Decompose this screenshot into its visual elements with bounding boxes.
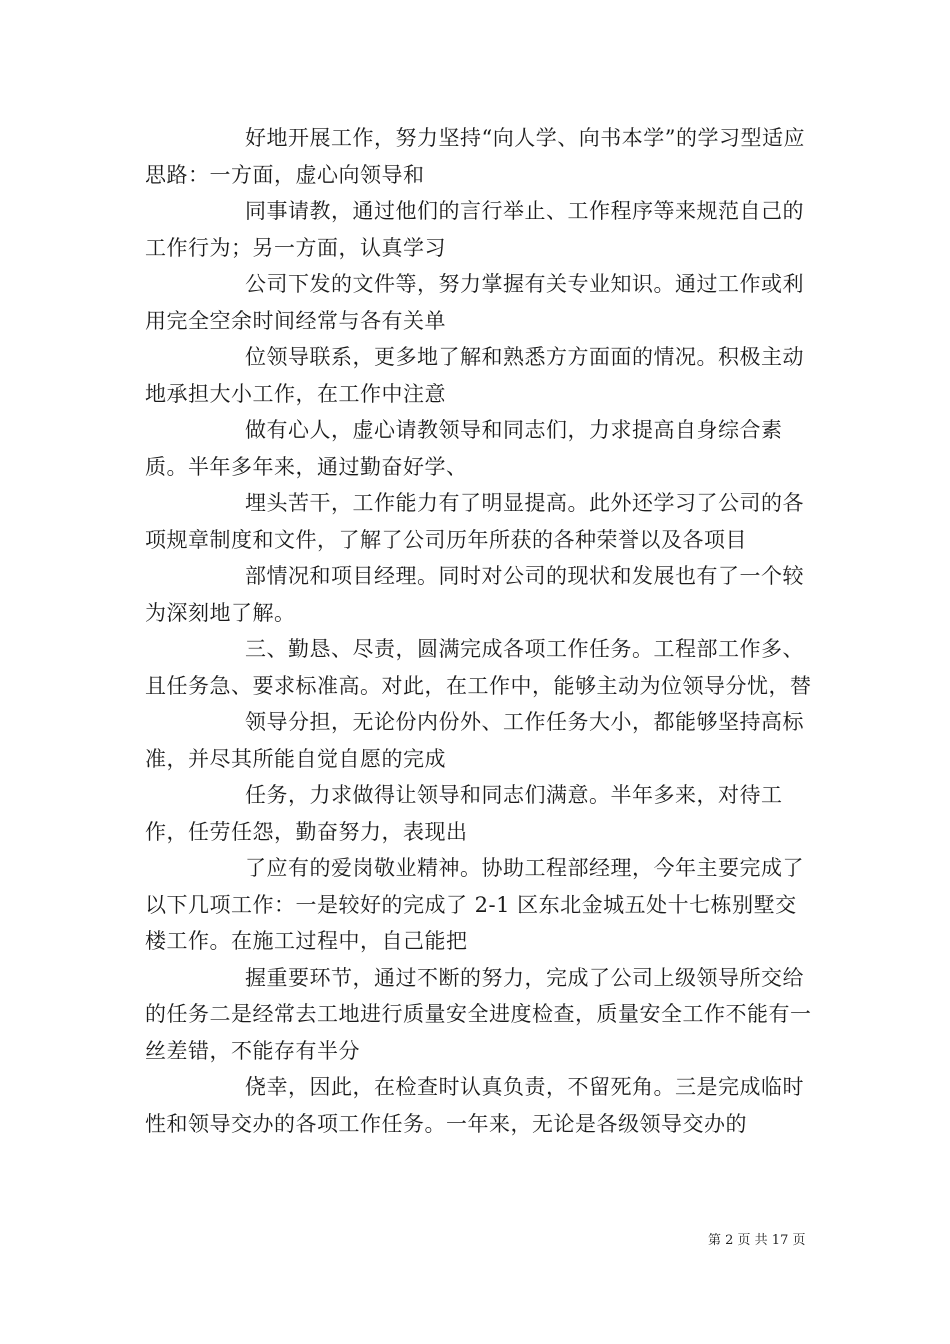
paragraph: 位领导联系，更多地了解和熟悉方方面面的情况。积极主动地承担大小工作，在工作中注意	[145, 345, 804, 406]
paragraph: 握重要环节，通过不断的努力，完成了公司上级领导所交给的任务二是经常去工地进行质量安全进度检查，质量安全工作不能有一丝差错，不能存有半分	[145, 965, 812, 1063]
paragraph: 了应有的爱岗敬业精神。协助工程部经理，今年主要完成了以下几项工作：一是较好的完成了 2-1 区东北金城五处十七栋别墅交楼工作。在施工过程中，自己能把	[145, 856, 804, 953]
paragraph: 三、勤恳、尽责，圆满完成各项工作任务。工程部工作多、且任务急、要求标准高。对此，在工作中，能够主动为位领导分忧，替	[145, 637, 812, 698]
paragraph: 侥幸，因此，在检查时认真负责，不留死角。三是完成临时性和领导交办的各项工作任务。一年来，无论是各级领导交办的	[145, 1075, 804, 1136]
paragraph: 部情况和项目经理。同时对公司的现状和发展也有了一个较为深刻地了解。	[145, 564, 804, 625]
paragraph: 同事请教，通过他们的言行举止、工作程序等来规范自己的工作行为；另一方面，认真学习	[145, 199, 804, 260]
document-body	[145, 120, 815, 1142]
paragraph: 公司下发的文件等，努力掌握有关专业知识。通过工作或利用完全空余时间经常与各有关单	[145, 272, 804, 333]
paragraph: 领导分担，无论份内份外、工作任务大小，都能够坚持高标准，并尽其所能自觉自愿的完成	[145, 710, 804, 771]
paragraph: 好地开展工作，努力坚持“向人学、向书本学”的学习型适应思路：一方面，虚心向领导和	[145, 126, 805, 187]
paragraph: 任务，力求做得让领导和同志们满意。半年多来，对待工作，任劳任怨，勤奋努力，表现出	[145, 783, 783, 844]
paragraph: 做有心人，虚心请教领导和同志们，力求提高自身综合素质。半年多年来，通过勤奋好学、	[145, 418, 783, 479]
paragraph: 埋头苦干，工作能力有了明显提高。此外还学习了公司的各项规章制度和文件，了解了公司历年所获的各种荣誉以及各项目	[145, 491, 804, 552]
page-number-footer: 第 2 页 共 17 页	[708, 1233, 806, 1248]
